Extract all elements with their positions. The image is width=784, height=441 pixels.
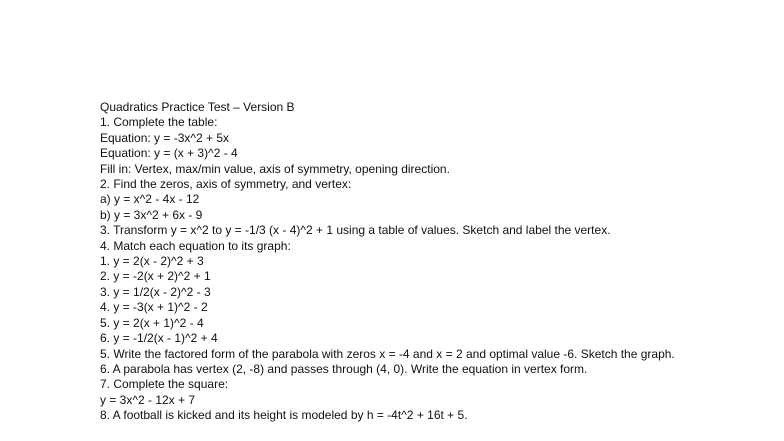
question-7: 7. Complete the square: bbox=[100, 377, 229, 392]
question-4-equation-2: 2. y = -2(x + 2)^2 + 1 bbox=[100, 269, 211, 284]
question-1-fill-in: Fill in: Vertex, max/min value, axis of symmetry, opening direction. bbox=[100, 161, 450, 176]
question-3: 3. Transform y = x^2 to y = -1/3 (x - 4)^2 + 1 using a table of values. Sketch and label the vertex. bbox=[100, 223, 611, 238]
question-8: 8. A football is kicked and its height is modeled by h = -4t^2 + 16t + 5. bbox=[100, 408, 468, 423]
question-4-equation-1: 1. y = 2(x - 2)^2 + 3 bbox=[100, 254, 204, 269]
question-6: 6. A parabola has vertex (2, -8) and passes through (4, 0). Write the equation in vertex form. bbox=[100, 361, 588, 376]
question-4-equation-3: 3. y = 1/2(x - 2)^2 - 3 bbox=[100, 284, 211, 299]
question-4-equation-5: 5. y = 2(x + 1)^2 - 4 bbox=[100, 315, 204, 330]
question-1: 1. Complete the table: bbox=[100, 115, 218, 130]
question-1-equation-b: Equation: y = (x + 3)^2 - 4 bbox=[100, 146, 238, 161]
question-7-equation: y = 3x^2 - 12x + 7 bbox=[100, 392, 196, 407]
question-2-part-a: a) y = x^2 - 4x - 12 bbox=[100, 192, 200, 207]
question-4-equation-4: 4. y = -3(x + 1)^2 - 2 bbox=[100, 300, 208, 315]
question-1-equation-a: Equation: y = -3x^2 + 5x bbox=[100, 130, 230, 145]
document-body bbox=[100, 100, 740, 424]
document-title: Quadratics Practice Test – Version B bbox=[100, 100, 295, 114]
question-4-equation-6: 6. y = -1/2(x - 1)^2 + 4 bbox=[100, 331, 218, 346]
question-2-part-b: b) y = 3x^2 + 6x - 9 bbox=[100, 207, 203, 222]
question-2: 2. Find the zeros, axis of symmetry, and vertex: bbox=[100, 177, 352, 192]
question-4: 4. Match each equation to its graph: bbox=[100, 238, 291, 253]
question-5: 5. Write the factored form of the parabola with zeros x = -4 and x = 2 and optimal value -6. Sketch the graph. bbox=[100, 346, 675, 361]
